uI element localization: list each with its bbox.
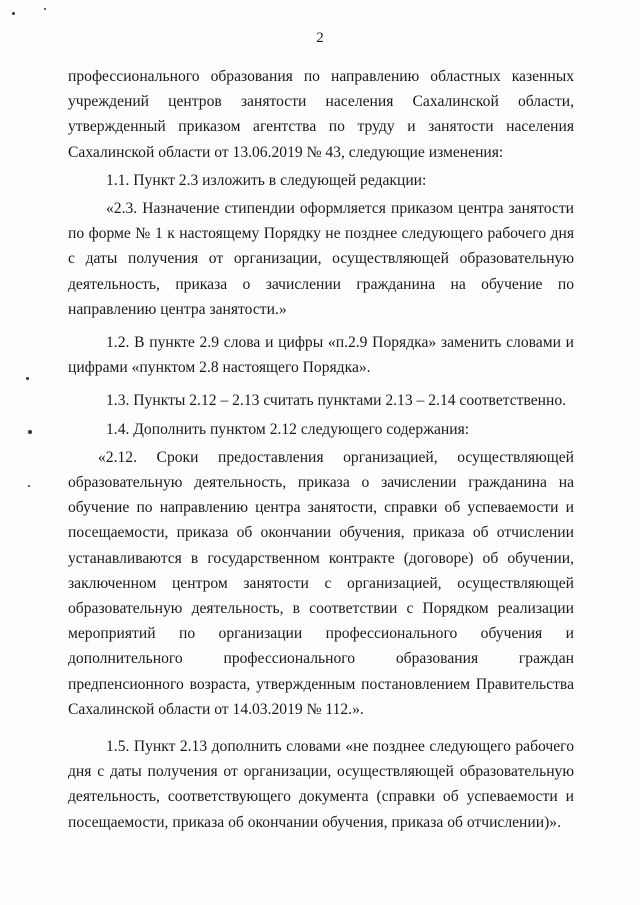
paragraph-1-3: 1.3. Пункты 2.12 – 2.13 считать пунктами 2.13 – 2.14 соответственно.: [106, 392, 567, 410]
page-number: 2: [316, 30, 324, 46]
paragraph-1-2: 1.2. В пункте 2.9 слова и цифры «п.2.9 Порядка» заменить словами и цифрами «пунктом 2.8 настоящего Порядка».: [68, 334, 574, 377]
paragraph-1-5: 1.5. Пункт 2.13 дополнить словами «не позднее следующего рабочего дня с даты получения от организации, осуществляющей образовательную деятельность, соответствующего документа (справки об успеваемости и посещаемости, приказа об окончании обучения, приказа об отчислении)».: [68, 738, 574, 831]
scan-speck: [28, 430, 32, 434]
scan-speck: [26, 377, 29, 380]
scan-speck: [44, 8, 46, 10]
paragraph-intro: профессионального образования по направлению областных казенных учреждений центров занятости населения Сахалинской области, утвержденный приказом агентства по труду и занятости населения Сахалинской области от 13.06.2019 № 43, следующие изменения:: [68, 68, 574, 161]
quote-2-12: «2.12. Сроки предоставления организацией, осуществляющей образовательную деятельность, приказа о зачислении гражданина на обучение по направлению центра занятости, справки об успеваемости и посещаемости, приказа об окончании обучения, приказа об отчислении устанавливаются в государственном контракте (договоре) об обучении, заключенном центром занятости с организацией, осуществляющей образовательную деятельность, в соответствии с Порядком реализации мероприятий по организации профессионального обучения и дополнительного профессионального образования граждан предпенсионного возраста, утвержденным постановлением Правительства Сахалинской области от 14.03.2019 № 112.».: [68, 448, 574, 718]
scan-speck: [12, 12, 15, 15]
paragraph-1-4: 1.4. Дополнить пунктом 2.12 следующего содержания:: [106, 420, 470, 438]
scan-speck: [28, 485, 30, 487]
paragraph-1-1: 1.1. Пункт 2.3 изложить в следующей редакции:: [106, 171, 427, 189]
quote-2-3: «2.3. Назначение стипендии оформляется приказом центра занятости по форме № 1 к настоящему Порядку не позднее следующего рабочего дня с даты получения от организации, осуществляющей образовательную деятельность, приказа о зачислении гражданина на обучение по направлению центра занятости.»: [68, 200, 574, 318]
document-body: [68, 64, 574, 835]
